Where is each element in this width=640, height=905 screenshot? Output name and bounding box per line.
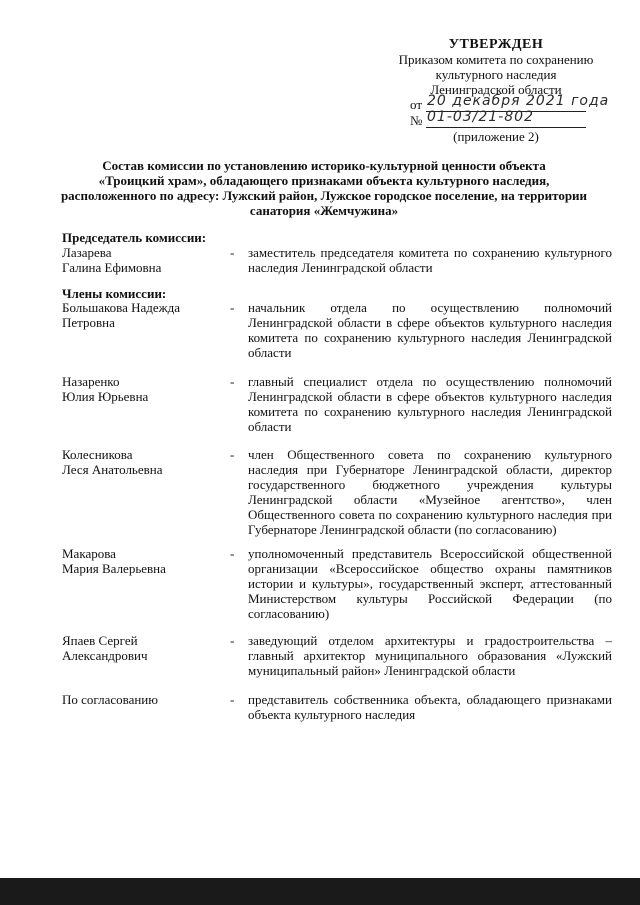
entry-dash: - bbox=[230, 692, 235, 707]
members-section-label: Члены комиссии: bbox=[62, 286, 167, 301]
member-role: член Общественного совета по сохранению культурного наследия при Губернаторе Ленинградской области, директор государственного бюджетного учреждения культуры Ленинградской области «Музейное агентство», член Общественного совета по сохранению культурного наследия при Губернаторе Ленинградской области (по согласованию) bbox=[248, 447, 612, 537]
approval-block bbox=[396, 37, 610, 144]
chair-role: заместитель председателя комитета по сохранению культурного наследия Ленинградской области bbox=[248, 245, 612, 275]
entry-dash: - bbox=[230, 633, 235, 648]
approval-title: УТВЕРЖДЕН bbox=[448, 37, 544, 52]
member-role: заведующий отделом архитектуры и градостроительства – главный архитектор муниципального образования «Лужский муниципальный район» Ленинградской области bbox=[248, 633, 612, 678]
entry-dash: - bbox=[230, 447, 235, 462]
member-name-line-1: Япаев Сергей bbox=[62, 633, 138, 648]
member-name-line-2: Мария Валерьевна bbox=[62, 561, 166, 576]
entry-dash: - bbox=[230, 245, 235, 260]
heading-line-1: Состав комиссии по установлению историко-культурной ценности объекта bbox=[102, 158, 546, 173]
member-role: начальник отдела по осуществлению полномочий Ленинградской области в сфере объектов культурного наследия комитета по сохранению культурного наследия Ленинградской области bbox=[248, 300, 612, 360]
number-underline bbox=[426, 127, 586, 128]
handwritten-number: 01-03/21-802 bbox=[427, 109, 534, 125]
approval-number-line bbox=[396, 109, 596, 129]
member-name-line-2: Леся Анатольевна bbox=[62, 462, 163, 477]
date-label: от bbox=[410, 97, 423, 112]
member-role: представитель собственника объекта, обладающего признаками объекта культурного наследия bbox=[248, 692, 612, 722]
member-name-line-1: Колесникова bbox=[62, 447, 133, 462]
entry-dash: - bbox=[230, 300, 235, 315]
member-role: уполномоченный представитель Всероссийской общественной организации «Всероссийское общество охраны памятников истории и культуры», государственный эксперт, аттестованный Министерством культуры Российской Федерации (по согласованию) bbox=[248, 546, 612, 621]
member-name-line-1: Макарова bbox=[62, 546, 116, 561]
entry-dash: - bbox=[230, 374, 235, 389]
member-name-line-2: Петровна bbox=[62, 315, 115, 330]
approval-line-1: Приказом комитета по сохранению bbox=[398, 52, 594, 67]
document-heading bbox=[44, 158, 604, 218]
heading-line-2: «Троицкий храм», обладающего признаками объекта культурного наследия, bbox=[98, 173, 550, 188]
heading-line-4: санатория «Жемчужина» bbox=[249, 203, 399, 218]
approval-line-2: культурного наследия bbox=[435, 67, 557, 82]
handwritten-date: 20 декабря 2021 года bbox=[427, 93, 610, 109]
member-name-line-1: Большакова Надежда bbox=[62, 300, 181, 315]
member-name-line-1: Назаренко bbox=[62, 374, 120, 389]
entry-dash: - bbox=[230, 546, 235, 561]
member-name-line-2: Александрович bbox=[62, 648, 148, 663]
member-role: главный специалист отдела по осуществлению полномочий Ленинградской области в сфере объектов культурного наследия комитета по сохранению культурного наследия Ленинградской области bbox=[248, 374, 612, 434]
number-label: № bbox=[410, 113, 423, 128]
chair-given-names: Галина Ефимовна bbox=[62, 260, 162, 275]
member-name-line-2: Юлия Юрьевна bbox=[62, 389, 149, 404]
chair-section-label: Председатель комиссии: bbox=[62, 230, 207, 245]
scan-border-bar bbox=[0, 878, 640, 905]
approval-line-3: Ленинградской области bbox=[430, 82, 562, 97]
chair-surname: Лазарева bbox=[62, 245, 112, 260]
annex-note: (приложение 2) bbox=[453, 129, 539, 144]
member-name-line-1: По согласованию bbox=[62, 692, 158, 707]
heading-line-3: расположенного по адресу: Лужский район, Лужское городское поселение, на территории bbox=[60, 188, 588, 203]
